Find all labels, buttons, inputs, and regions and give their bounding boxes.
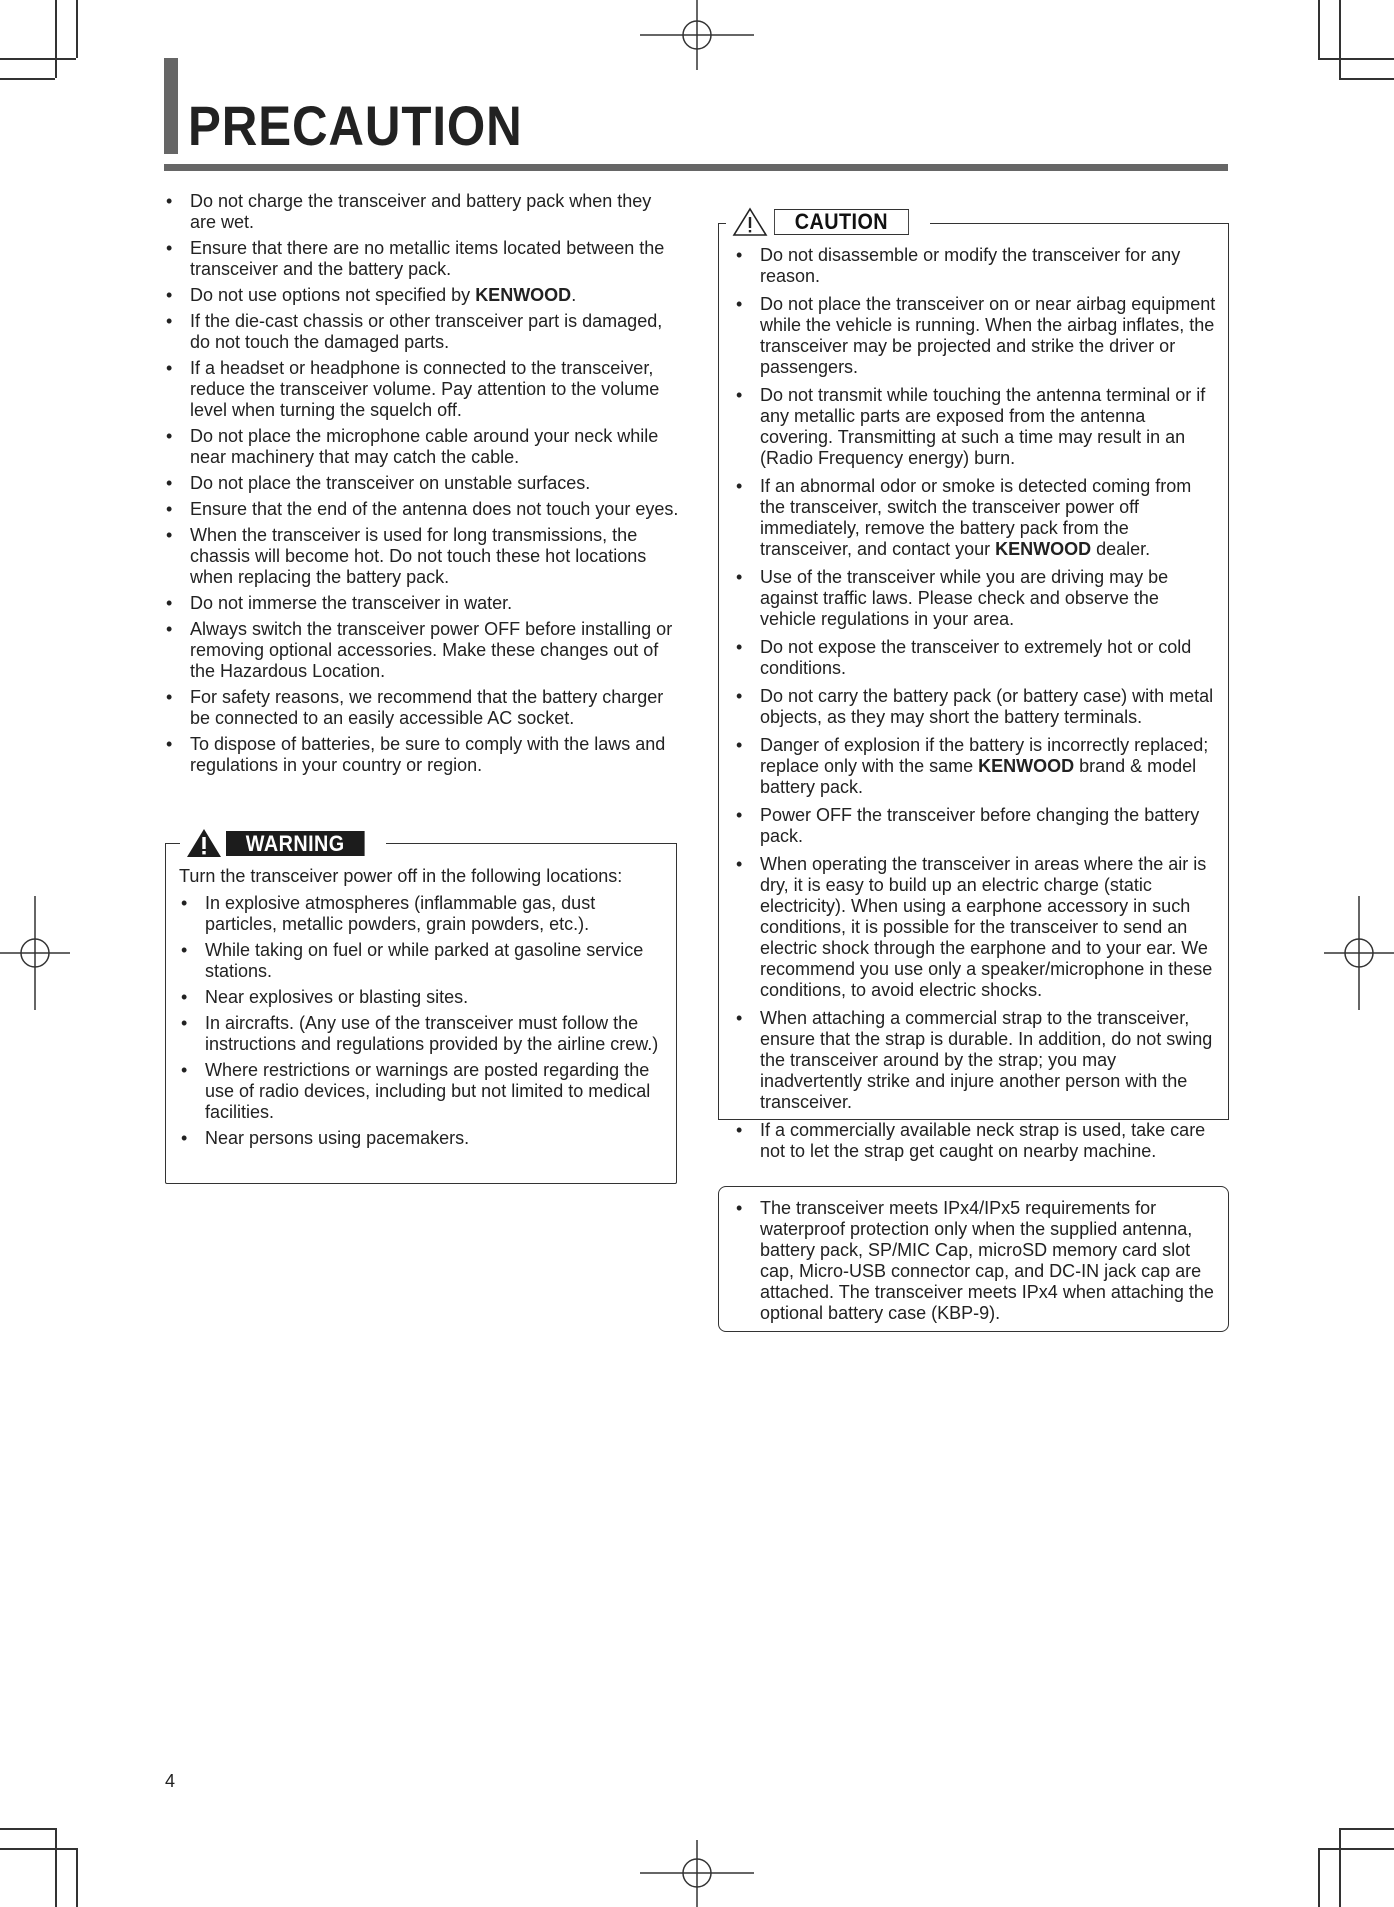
warning-item: • While taking on fuel or while parked at gasoline service stations. [175,940,664,982]
crop-mark [55,1828,57,1907]
crop-mark [0,78,55,80]
registration-mark-left [0,896,70,1010]
caution-item [736,476,1218,560]
precaution-item: • Do not charge the transceiver and battery pack when they are wet. [166,191,680,233]
list-item-text: Do not use options not specified by [190,285,476,305]
crop-mark [1339,1828,1394,1830]
list-item-text: brand & model battery pack. [760,756,1197,797]
caution-item: • When attaching a commercial strap to the transceiver, ensure that the strap is durable. In addition, do not swing the transceiver around by the strap; you may inadvertently strike and injure another person with the transceiver. [736,1008,1218,1113]
caution-item: • Do not place the transceiver on or near airbag equipment while the vehicle is running. When the airbag inflates, the transceiver may be projected and strike the driver or passengers. [736,294,1218,378]
crop-mark [0,1848,76,1850]
brand-name: KENWOOD [995,539,1092,559]
crop-mark [1318,1848,1320,1907]
note-content [736,1198,1220,1329]
list-item-text: If an abnormal odor or smoke is detected coming from the transceiver, switch the transceiver power off immediately, remove the battery pack from the transceiver, and contact your [760,476,1192,559]
precaution-item [166,285,680,306]
warning-title: WARNING [226,831,364,856]
warning-list [179,893,664,1149]
warning-label [180,826,386,860]
general-precautions-list [166,191,680,776]
caution-label [726,205,930,239]
crop-mark [0,1828,55,1830]
caution-item: • Do not transmit while touching the antenna terminal or if any metallic parts are exposed from the antenna covering. Transmitting at such a time may result in an (Radio Frequency energy) burn. [736,385,1218,469]
caution-item: • If a commercially available neck strap is used, take care not to let the strap get caught on nearby machine. [736,1120,1218,1162]
precaution-item: • Ensure that there are no metallic items located between the transceiver and the battery pack. [166,238,680,280]
crop-mark [1339,78,1394,80]
precaution-item: • Always switch the transceiver power OFF before installing or removing optional accessories. Make these changes out of the Hazardous Location. [166,619,680,682]
brand-name: KENWOOD [978,756,1075,776]
warning-content [179,866,664,1154]
list-item-text: . [571,285,577,305]
warning-item: • In aircrafts. (Any use of the transceiver must follow the instructions and regulations provided by the airline crew.) [175,1013,664,1055]
warning-triangle-icon [186,828,222,858]
caution-item: • Do not carry the battery pack (or battery case) with metal objects, as they may short the battery terminals. [736,686,1218,728]
caution-item: • Use of the transceiver while you are driving may be against traffic laws. Please check and observe the vehicle regulations in your area. [736,567,1218,630]
title-accent-bar [164,58,178,154]
precaution-item: • To dispose of batteries, be sure to comply with the laws and regulations in your country or region. [166,734,680,776]
crop-mark [1318,1848,1394,1850]
title-rule [164,164,1228,171]
brand-name: KENWOOD [475,285,572,305]
crop-mark [76,0,78,58]
precaution-item: • Do not place the transceiver on unstable surfaces. [166,473,680,494]
list-item-text: Danger of explosion if the battery is incorrectly replaced; replace only with the same [760,735,1209,776]
note-item: • The transceiver meets IPx4/IPx5 requirements for waterproof protection only when the supplied antenna, battery pack, SP/MIC Cap, microSD memory card slot cap, Micro-USB connector cap, and DC-IN jack cap are attached. The transceiver meets IPx4 when attaching the optional battery case (KBP-9). [736,1198,1220,1324]
note-list [736,1198,1220,1324]
crop-mark [1339,1828,1341,1907]
precaution-item: • When the transceiver is used for long transmissions, the chassis will become hot. Do not touch these hot locations when replacing the battery pack. [166,525,680,588]
general-precautions [166,191,680,781]
caution-item: • Power OFF the transceiver before changing the battery pack. [736,805,1218,847]
registration-mark-bottom [640,1840,754,1907]
crop-mark [1318,0,1320,58]
warning-item: • In explosive atmospheres (inflammable gas, dust particles, metallic powders, grain powders, etc.). [175,893,664,935]
precaution-item: • Do not immerse the transceiver in water. [166,593,680,614]
caution-item: • Do not disassemble or modify the transceiver for any reason. [736,245,1218,287]
caution-triangle-icon [732,207,768,237]
warning-item: • Near persons using pacemakers. [175,1128,664,1149]
caution-item: • Do not expose the transceiver to extremely hot or cold conditions. [736,637,1218,679]
warning-item: • Near explosives or blasting sites. [175,987,664,1008]
precaution-item: • Do not place the microphone cable around your neck while near machinery that may catch the cable. [166,426,680,468]
caution-title: CAUTION [774,209,909,235]
registration-mark-top [640,0,754,70]
page-number: 4 [165,1771,176,1791]
list-item-text: dealer. [1091,539,1151,559]
crop-mark [76,1848,78,1907]
caution-item [736,735,1218,798]
registration-mark-right [1324,896,1394,1010]
crop-mark [55,0,57,78]
warning-item: • Where restrictions or warnings are posted regarding the use of radio devices, including but not limited to medical facilities. [175,1060,664,1123]
precaution-item: • Ensure that the end of the antenna does not touch your eyes. [166,499,680,520]
caution-item: • When operating the transceiver in areas where the air is dry, it is easy to build up an electric charge (static electricity). When using a earphone accessory in such conditions, it is possible for the transceiver to send an electric shock through the earphone and to your ear. We recommend you use only a speaker/microphone in these conditions, to avoid electric shocks. [736,854,1218,1001]
precaution-item: • For safety reasons, we recommend that the battery charger be connected to an easily accessible AC socket. [166,687,680,729]
precaution-item: • If a headset or headphone is connected to the transceiver, reduce the transceiver volume. Pay attention to the volume level when turning the squelch off. [166,358,680,421]
precaution-item: • If the die-cast chassis or other transceiver part is damaged, do not touch the damaged parts. [166,311,680,353]
warning-intro: Turn the transceiver power off in the following locations: [179,866,623,886]
caution-content [736,245,1218,1169]
page-title: PRECAUTION [188,94,523,157]
crop-mark [1339,0,1341,78]
crop-mark [0,58,76,60]
caution-list [736,245,1218,1162]
crop-mark [1318,58,1394,60]
